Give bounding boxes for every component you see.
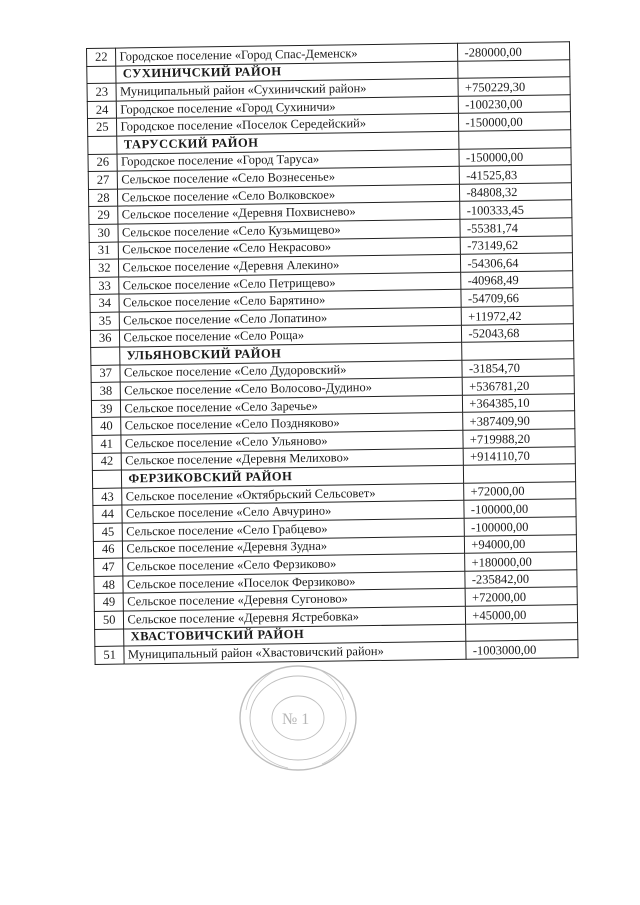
amount-value: -150000,00	[459, 147, 571, 166]
amount-value: +387409,90	[463, 411, 575, 430]
settlement-name: Сельское поселение «Село Ферзиково»	[123, 553, 465, 575]
amount-value: +11972,42	[462, 306, 574, 325]
settlement-name: Сельское поселение «Село Поздняково»	[121, 413, 463, 435]
settlement-name: Сельское поселение «Село Роща»	[120, 325, 462, 347]
settlement-name: Сельское поселение «Село Барятино»	[119, 290, 461, 312]
row-number: 29	[89, 206, 119, 224]
amount-value: -73149,62	[461, 235, 573, 254]
row-number: 48	[94, 576, 124, 594]
amount-value: -54709,66	[461, 288, 573, 307]
document-table-body	[87, 42, 579, 664]
settlement-name: Сельское поселение «Деревня Мелихово»	[122, 448, 464, 470]
settlement-name: Муниципальный район «Хвастовичский район»	[124, 641, 466, 663]
amount-value: -52043,68	[462, 323, 574, 342]
row-number: 47	[94, 558, 124, 576]
amount-value: -100000,00	[464, 517, 576, 536]
row-number	[92, 470, 122, 488]
row-number: 24	[87, 101, 117, 119]
settlement-name: Сельское поселение «Поселок Ферзиково»	[123, 571, 465, 593]
district-name: ТАРУССКИЙ РАЙОН	[117, 131, 459, 153]
settlement-name: Сельское поселение «Деревня Похвиснево»	[118, 202, 460, 224]
amount-value: +72000,00	[464, 482, 576, 501]
amount-value: -100230,00	[459, 95, 571, 114]
row-number	[91, 347, 121, 365]
amount-value	[462, 341, 574, 360]
district-name: СУХИНИЧСКИЙ РАЙОН	[116, 61, 458, 83]
amount-value: -150000,00	[459, 112, 571, 131]
amount-value: -54306,64	[461, 253, 573, 272]
settlement-name: Сельское поселение «Село Кузьмищево»	[118, 219, 460, 241]
settlement-name: Сельское поселение «Октябрьский Сельсовет»	[122, 483, 464, 505]
amount-value: -40968,49	[461, 270, 573, 289]
settlement-name: Сельское поселение «Село Волковское»	[118, 184, 460, 206]
row-number: 32	[89, 259, 119, 277]
amount-value: -55381,74	[460, 218, 572, 237]
settlement-name: Сельское поселение «Село Авчурино»	[122, 501, 464, 523]
settlement-name: Сельское поселение «Село Вознесенье»	[118, 166, 460, 188]
amount-value: -100000,00	[464, 499, 576, 518]
row-number: 31	[89, 242, 119, 260]
amount-value: +914110,70	[463, 446, 575, 465]
amount-value	[466, 622, 578, 641]
settlement-name: Сельское поселение «Село Некрасово»	[119, 237, 461, 259]
row-number: 44	[93, 505, 123, 523]
settlement-name: Сельское поселение «Деревня Сугоново»	[124, 589, 466, 611]
row-number: 40	[92, 418, 122, 436]
settlement-name: Сельское поселение «Село Лопатино»	[120, 307, 462, 329]
row-number: 42	[92, 453, 122, 471]
row-number: 28	[88, 189, 118, 207]
amount-value: -1003000,00	[466, 640, 578, 659]
document-table	[86, 41, 579, 664]
row-number: 45	[93, 523, 123, 541]
amount-value	[459, 130, 571, 149]
settlement-name: Городское поселение «Город Таруса»	[117, 149, 459, 171]
settlement-name: Муниципальный район «Сухиничский район»	[116, 78, 458, 100]
amount-value: +719988,20	[463, 429, 575, 448]
row-number: 50	[94, 611, 124, 629]
district-name: ФЕРЗИКОВСКИЙ РАЙОН	[122, 466, 464, 488]
settlement-name: Сельское поселение «Село Дудоровский»	[120, 360, 462, 382]
amount-value	[458, 59, 570, 78]
row-number: 23	[87, 83, 117, 101]
amount-value: +180000,00	[465, 552, 577, 571]
district-name: УЛЬЯНОВСКИЙ РАЙОН	[120, 342, 462, 364]
row-number: 38	[91, 382, 121, 400]
settlement-name: Городское поселение «Город Сухиничи»	[117, 96, 459, 118]
amount-value: -31854,70	[462, 358, 574, 377]
amount-value: -41525,83	[460, 165, 572, 184]
row-number: 34	[90, 294, 120, 312]
settlement-name: Городское поселение «Поселок Середейский»	[117, 114, 459, 136]
settlement-name: Сельское поселение «Село Грабцево»	[123, 518, 465, 540]
settlement-name: Сельское поселение «Деревня Ястребовка»	[124, 606, 466, 628]
settlement-name: Городское поселение «Город Спас-Деменск»	[116, 43, 458, 65]
settlement-name: Сельское поселение «Деревня Алекино»	[119, 254, 461, 276]
amount-value: -100333,45	[460, 200, 572, 219]
row-number: 49	[94, 593, 124, 611]
settlement-name: Сельское поселение «Село Ульяново»	[121, 430, 463, 452]
row-number: 43	[93, 488, 123, 506]
row-number: 26	[88, 154, 118, 172]
seal-number: № 1	[282, 711, 310, 728]
row-number: 36	[90, 330, 120, 348]
row-number: 41	[92, 435, 122, 453]
row-number: 46	[93, 541, 123, 559]
amount-value: +94000,00	[465, 534, 577, 553]
settlement-name: Сельское поселение «Село Заречье»	[121, 395, 463, 417]
row-number: 39	[91, 400, 121, 418]
amount-value: +536781,20	[463, 376, 575, 395]
row-number	[88, 136, 118, 154]
row-number: 35	[90, 312, 120, 330]
amount-value: -280000,00	[458, 42, 570, 61]
official-seal-stamp	[232, 660, 362, 780]
amount-value: -84808,32	[460, 182, 572, 201]
amount-value: +750229,30	[458, 77, 570, 96]
settlement-name: Сельское поселение «Деревня Зудна»	[123, 536, 465, 558]
amount-value: +72000,00	[465, 587, 577, 606]
amount-value: +45000,00	[466, 605, 578, 624]
settlement-name: Сельское поселение «Село Петрищево»	[119, 272, 461, 294]
row-number	[95, 629, 125, 647]
amount-value: -235842,00	[465, 570, 577, 589]
settlement-name: Сельское поселение «Село Волосово-Дудино»	[121, 378, 463, 400]
district-name: ХВАСТОВИЧСКИЙ РАЙОН	[124, 624, 466, 646]
amount-value: +364385,10	[463, 394, 575, 413]
row-number	[87, 66, 117, 84]
row-number: 51	[95, 646, 125, 664]
row-number: 33	[90, 277, 120, 295]
row-number: 37	[91, 365, 121, 383]
row-number: 27	[88, 171, 118, 189]
row-number: 22	[87, 48, 117, 66]
row-number: 30	[89, 224, 119, 242]
row-number: 25	[87, 118, 117, 136]
amount-value	[464, 464, 576, 483]
